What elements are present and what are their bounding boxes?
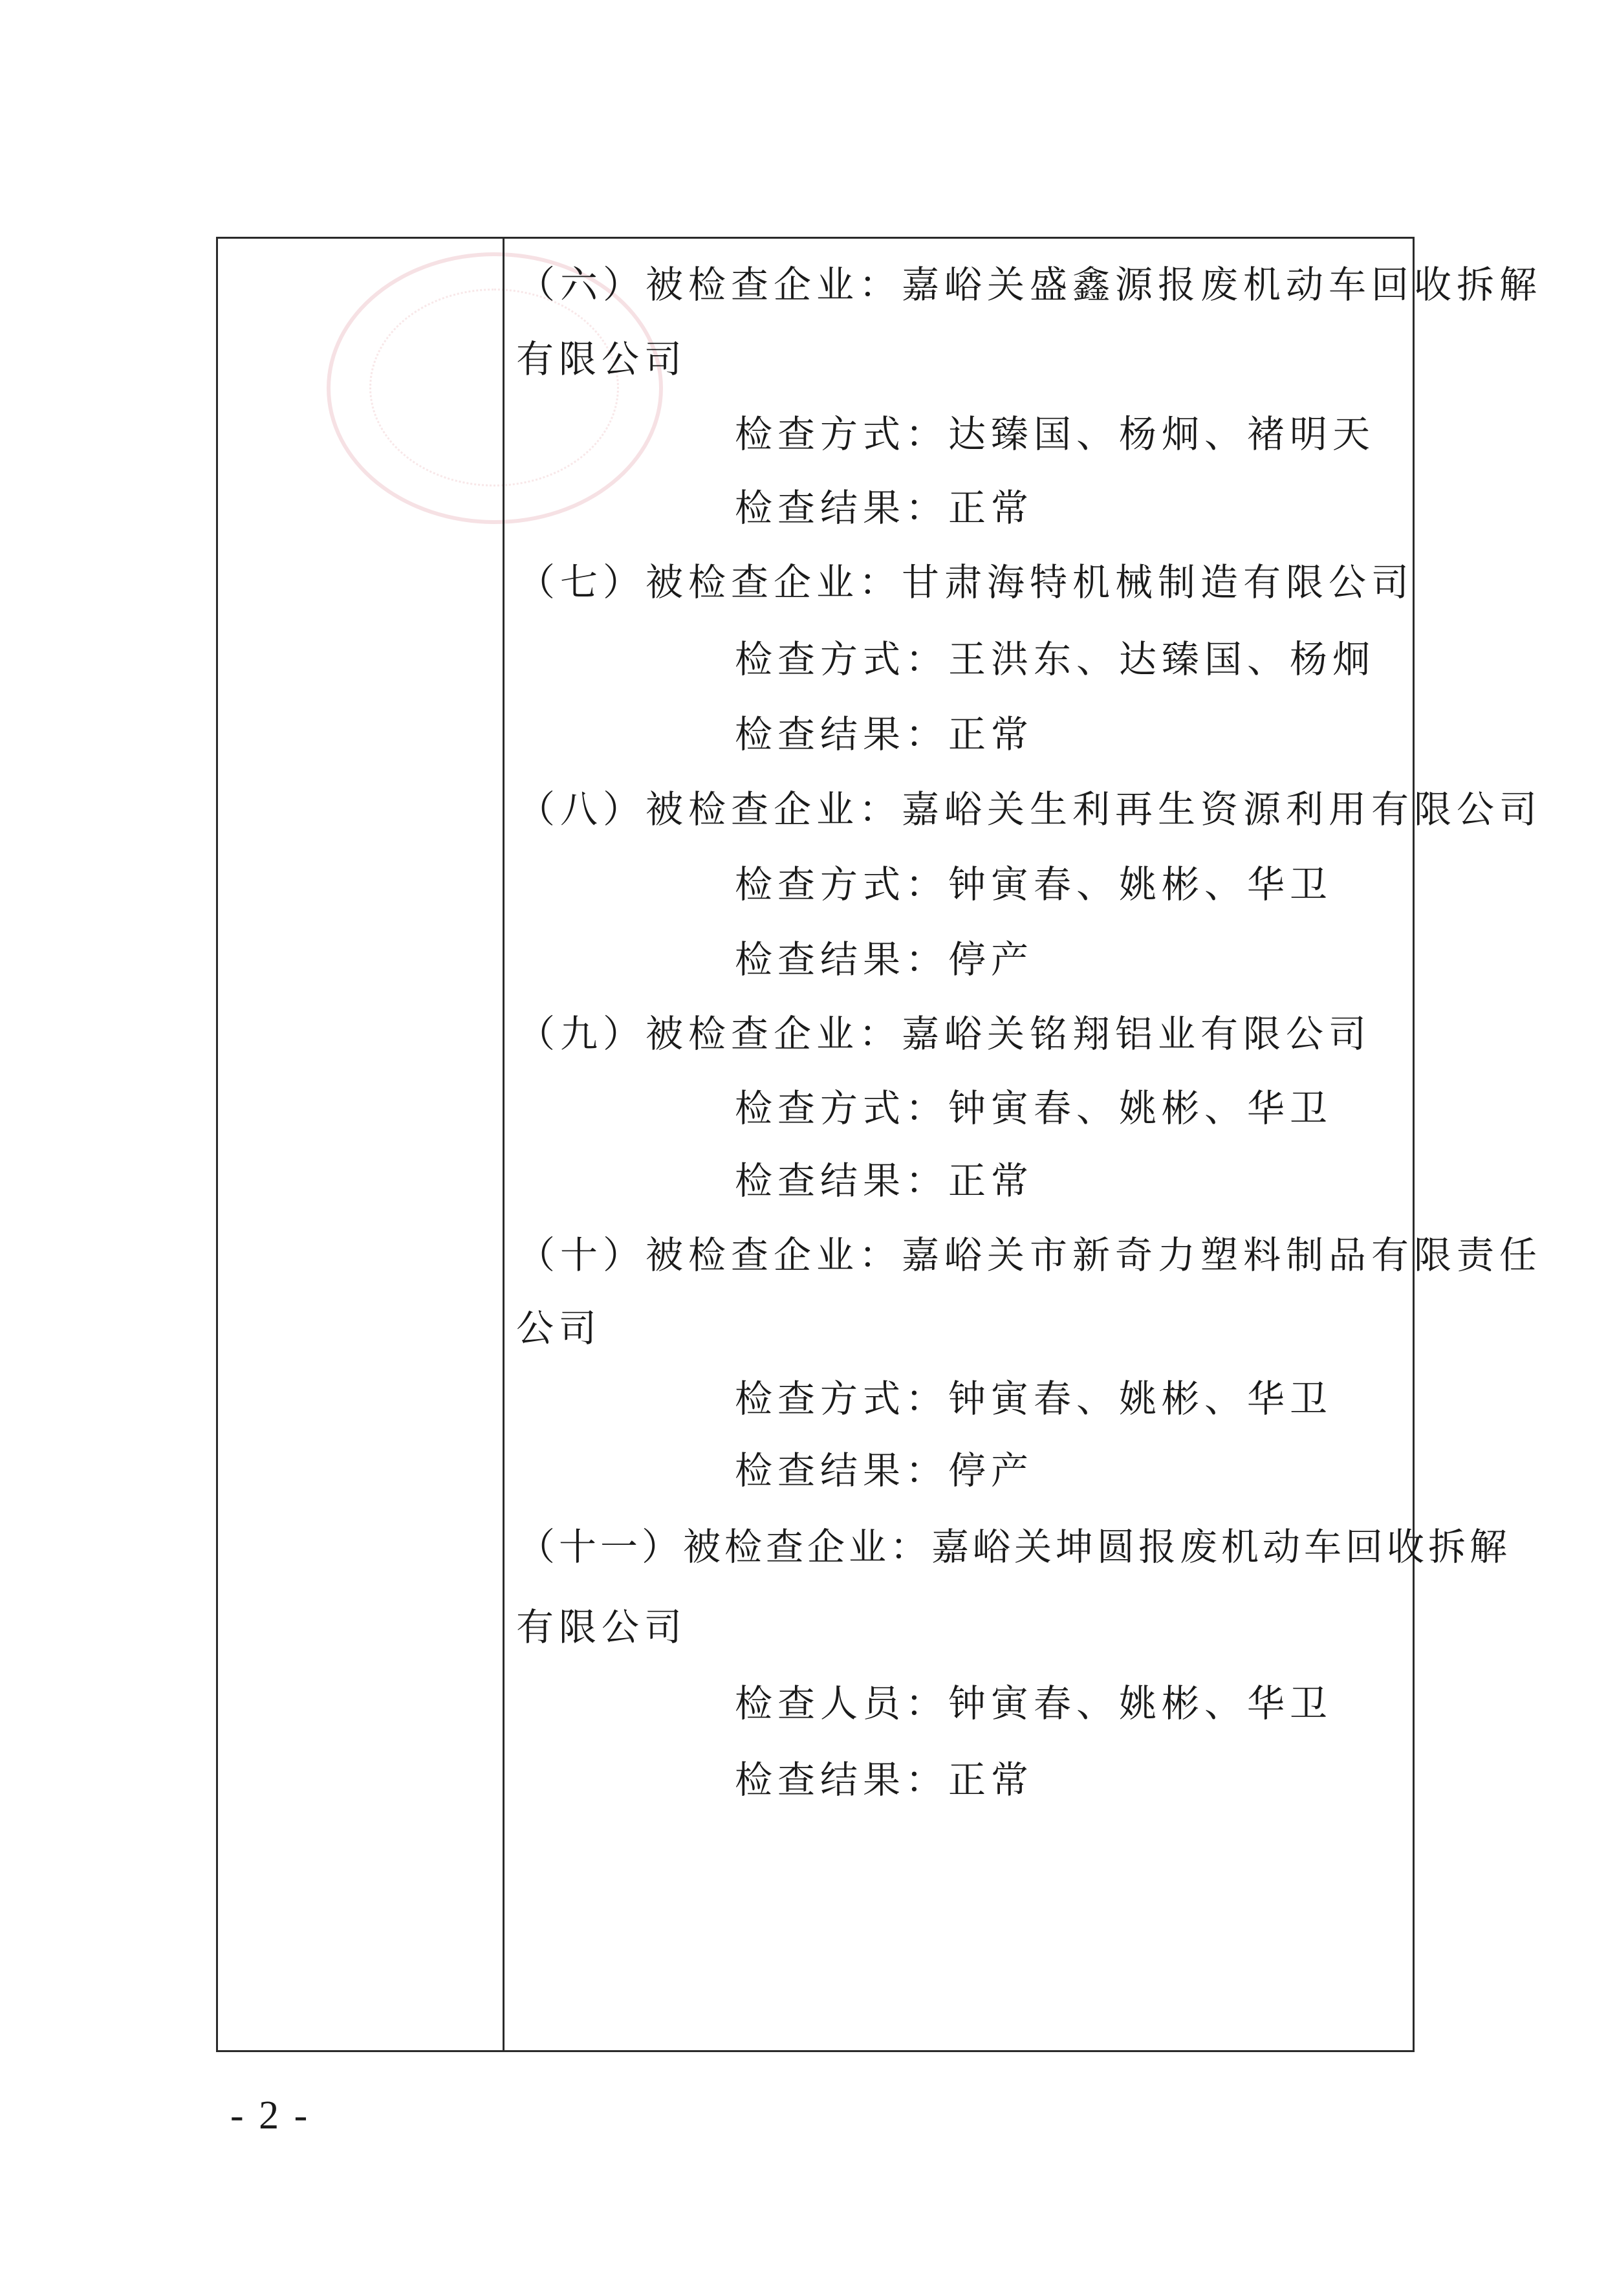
entry-11-heading-cont: 有限公司 xyxy=(516,1605,688,1649)
entry-9-heading: （九）被检查企业：嘉峪关铭翔铝业有限公司 xyxy=(517,1012,1372,1056)
entry-11-method: 检查人员：钟寅春、姚彬、华卫 xyxy=(735,1681,1333,1725)
entry-6-heading: （六）被检查企业：嘉峪关盛鑫源报废机动车回收拆解 xyxy=(517,263,1543,307)
entry-11-result: 检查结果：正常 xyxy=(735,1758,1034,1802)
entry-8-heading: （八）被检查企业：嘉峪关生利再生资源利用有限公司 xyxy=(517,787,1543,831)
entry-7-heading: （七）被检查企业：甘肃海特机械制造有限公司 xyxy=(517,560,1415,604)
entry-7-result: 检查结果：正常 xyxy=(735,712,1034,756)
entry-10-heading-cont: 公司 xyxy=(516,1306,602,1350)
entry-7-method: 检查方式：王洪东、达臻国、杨炯 xyxy=(735,637,1376,681)
entry-10-heading: （十）被检查企业：嘉峪关市新奇力塑料制品有限责任 xyxy=(517,1233,1543,1277)
entry-11-heading: （十一）被检查企业：嘉峪关坤圆报废机动车回收拆解 xyxy=(517,1525,1512,1569)
entry-10-result: 检查结果：停产 xyxy=(735,1449,1034,1492)
entry-10-method: 检查方式：钟寅春、姚彬、华卫 xyxy=(735,1377,1333,1421)
table-column-divider xyxy=(503,239,505,2050)
entry-8-method: 检查方式：钟寅春、姚彬、华卫 xyxy=(735,862,1333,906)
entry-8-result: 检查结果：停产 xyxy=(735,937,1034,981)
entry-9-method: 检查方式：钟寅春、姚彬、华卫 xyxy=(735,1086,1333,1130)
page-number: - 2 - xyxy=(230,2094,310,2137)
entry-9-result: 检查结果：正常 xyxy=(735,1159,1034,1203)
table-label-cell xyxy=(218,239,503,2050)
entry-6-result: 检查结果：正常 xyxy=(735,486,1034,530)
entry-6-heading-cont: 有限公司 xyxy=(516,337,688,381)
entry-6-method: 检查方式：达臻国、杨炯、褚明天 xyxy=(735,412,1376,456)
